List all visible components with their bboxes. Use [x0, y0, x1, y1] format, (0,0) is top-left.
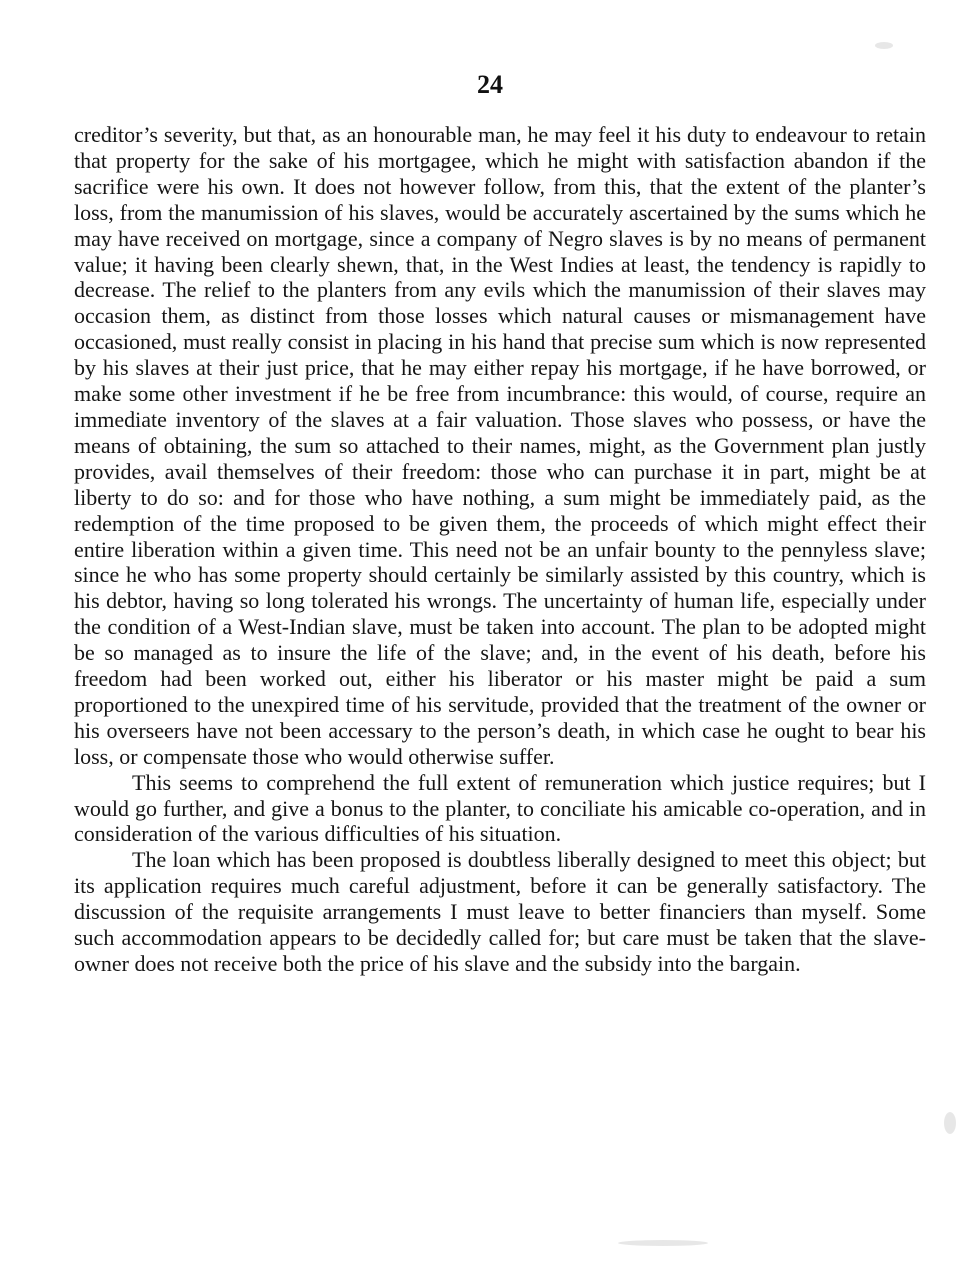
paragraph-continued: creditor’s severity, but that, as an honourable man, he may feel it his duty to endeavour to retain that property for the sake of his mortgagee, which he might with satisfaction abandon if the sacrifice were his own. It does not however follow, from this, that the extent of the planter’s loss, from the manumission of his slaves, would be accurately ascertained by the sums which he may have received on mortgage, since a company of Negro slaves is by no means of permanent value; it having been clearly shewn, that, in the West Indies at least, the tendency is rapidly to decrease. The relief to the planters from any evils which the manumission of their slaves may occasion them, as distinct from those losses which natural causes or mismanagement have occasioned, must really consist in placing in his hand that precise sum which is now represented by his slaves at their just price, that he may either repay his mortgage, if he have borrowed, or make some other investment if he be free from incumbrance: this would, of course, require an immediate inventory of the slaves at a fair valuation. Those slaves who possess, or have the means of obtaining, the sum so attached to their names, might, as the Government plan justly provides, avail themselves of their freedom: those who can purchase it in part, might be at liberty to do so: and for those who have nothing, a sum might be immediately paid, as the redemption of the time proposed to be given them, the proceeds of which might effect their entire liberation within a given time. This need not be an unfair bounty to the pennyless slave; since he who has some property should certainly be similarly assisted by this country, which is his debtor, having so long tolerated his wrongs. The uncertainty of human life, especially under the condition of a West-Indian slave, must be taken into account. The plan to be adopted might be so managed as to insure the life of the slave; and, in the event of his death, before his freedom had been worked out, either his liberator or his master might be paid a sum proportioned to the unexpired time of his servitude, provided that the treatment of the owner or his overseers have not been accessary to the person’s death, in which case he ought to bear his loss, or compensate those who would otherwise suffer. — [74, 122, 926, 769]
paper-speck — [944, 1112, 956, 1134]
body-text — [74, 122, 926, 977]
page-number: 24 — [477, 70, 503, 99]
paragraph-loan: The loan which has been proposed is doubtless liberally designed to meet this object; but its application requires much careful adjustment, before it can be generally satisfactory. The discussion of the requisite arrangements I must leave to better financiers than myself. Some such accommodation appears to be decidedly called for; but care must be taken that the slave-owner does not receive both the price of his slave and the subsidy into the bargain. — [74, 847, 926, 976]
paper-speck — [875, 42, 893, 49]
paragraph-remuneration: This seems to comprehend the full extent of remuneration which justice requires; but I would go further, and give a bonus to the planter, to conciliate his amicable co-operation, and in consideration of the various difficulties of his situation. — [74, 769, 926, 847]
paper-speck — [618, 1240, 708, 1246]
